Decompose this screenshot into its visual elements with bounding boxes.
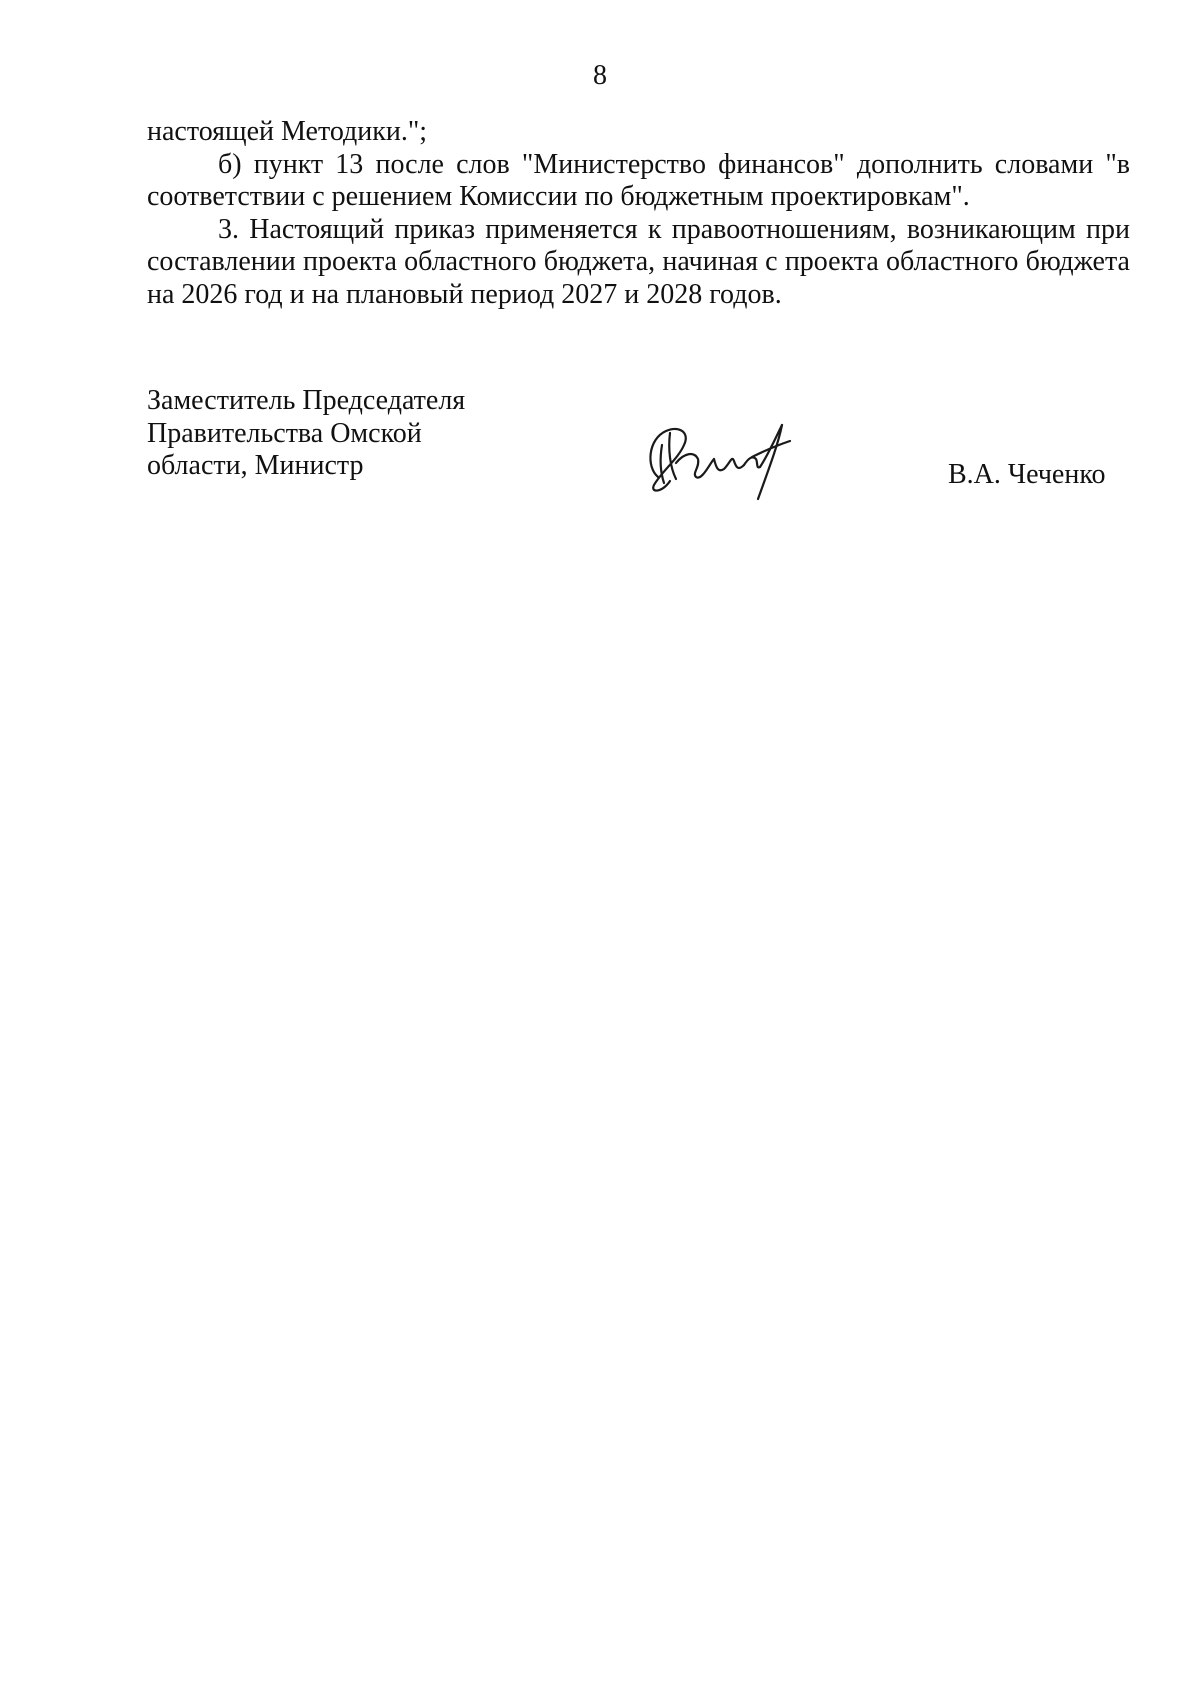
signatory-position-line-3: области, Министр bbox=[147, 450, 364, 481]
signatory-position-line-1: Заместитель Председателя bbox=[147, 385, 466, 416]
paragraph-3: 3. Настоящий приказ применяется к правоотношениям, возникающим при составлении проекта областного бюджета, начиная с проекта областного бюджета на 2026 год и на плановый период 2027 и 2028 годов. bbox=[147, 213, 1130, 310]
paragraph-2: б) пункт 13 после слов "Министерство финансов" дополнить словами "в соответствии с решением Комиссии по бюджетным проектировкам". bbox=[147, 148, 1130, 212]
handwritten-signature-icon bbox=[640, 415, 800, 505]
paragraph-1: настоящей Методики."; bbox=[147, 116, 428, 147]
page-number: 8 bbox=[593, 60, 607, 91]
signatory-position bbox=[147, 385, 465, 483]
document-body bbox=[147, 116, 1130, 311]
signatory-name: В.А. Чеченко bbox=[948, 459, 1106, 490]
signatory-position-line-2: Правительства Омской bbox=[147, 417, 422, 449]
